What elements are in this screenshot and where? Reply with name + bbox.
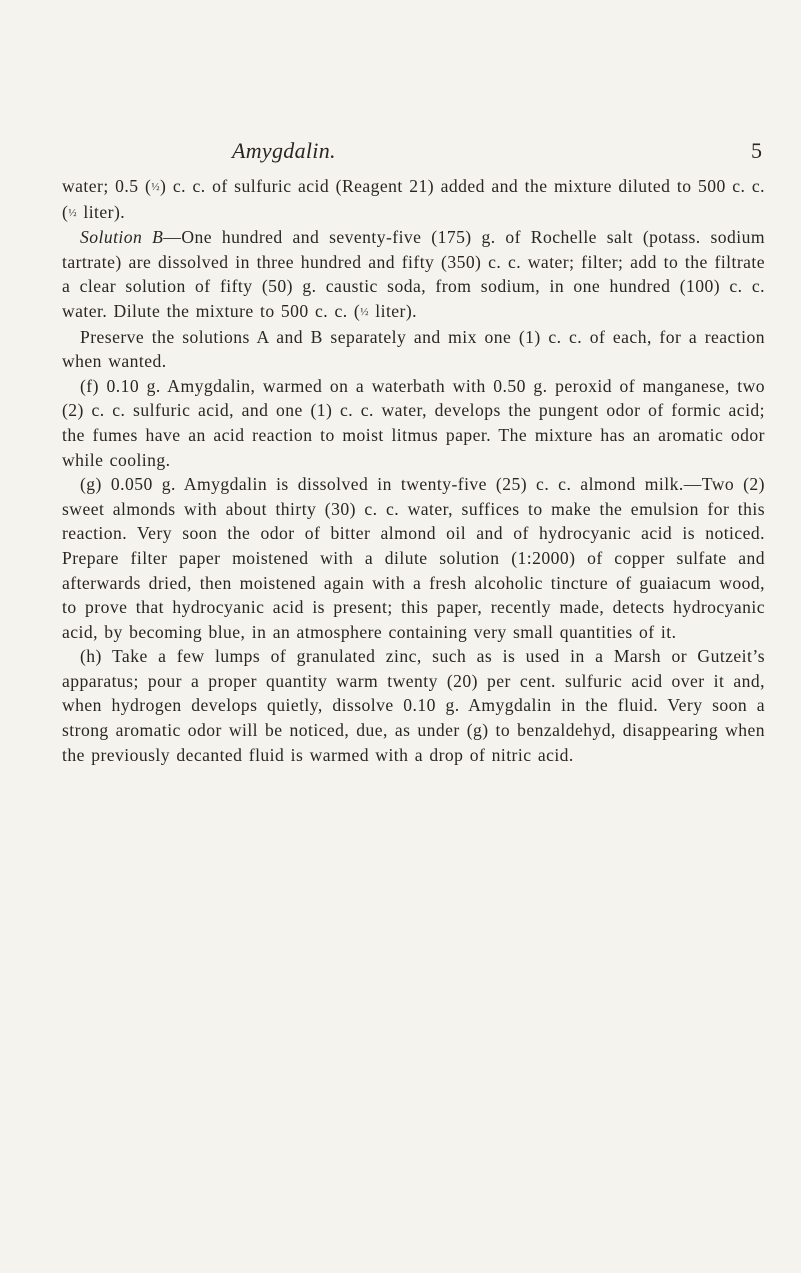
running-head xyxy=(62,138,762,168)
paragraph-solution-b xyxy=(62,225,765,324)
text-run: liter). xyxy=(77,201,126,222)
text-run: —One hundred and seventy-five (175) g. of Rochelle salt (potass. sodium tartrate) are dissolved in three hundred and fifty (350) c. c. water; filter; add to the filtrate a clear solution of fifty (50) g. caustic soda, from sodium, in one hundred (100) c. c. water. Dilute the mixture to 500 c. c. ( xyxy=(62,227,766,321)
paragraph-test-f: (f) 0.10 g. Amygdalin, warmed on a waterbath with 0.50 g. peroxid of manganese, two (2) c. c. sulfuric acid, and one (1) c. c. water, develops the pungent odor of formic acid; the fumes have an acid reaction to moist litmus paper. The mixture has an aromatic odor while cooling. xyxy=(62,375,765,470)
paragraph-reagent-a-continuation xyxy=(62,174,765,225)
fraction-half: ½ xyxy=(151,181,161,193)
paragraph-test-g: (g) 0.050 g. Amygdalin is dissolved in twenty-five (25) c. c. almond milk.—Two (2) sweet almonds with about thirty (30) c. c. water, suffices to make the emulsion for this reaction. Very soon the odor of bitter almond oil and of hydrocyanic acid is noticed. Prepare filter paper moistened with a dilute solution (1:2000) of copper sulfate and afterwards dried, then moistened again with a fresh alcoholic tincture of guaiacum wood, to prove that hydrocyanic acid is present; this paper, recently made, detects hydrocyanic acid, by becoming blue, in an atmosphere containing very small quantities of it. xyxy=(62,474,765,642)
paragraph-preserve-solutions: Preserve the solutions A and B separately and mix one (1) c. c. of each, for a reaction when wanted. xyxy=(62,326,765,372)
text-run: water; 0.5 ( xyxy=(62,176,152,196)
fraction-half: ½ xyxy=(68,206,78,219)
page-number: 5 xyxy=(751,138,762,163)
running-title: Amygdalin. xyxy=(232,138,336,163)
paragraph-test-h: (h) Take a few lumps of granulated zinc, such as is used in a Marsh or Gutzeit’s apparatus; pour a proper quantity warm twenty (20) per cent. sulfuric acid over it and, when hydrogen develops quietly, dissolve 0.10 g. Amygdalin in the fluid. Very soon a strong aromatic odor will be noticed, due, as under (g) to benzaldehyd, disappearing when the previously decanted fluid is warmed with a drop of nitric acid. xyxy=(62,646,765,765)
solution-b-label: Solution B xyxy=(80,227,164,248)
body-text xyxy=(62,174,765,767)
text-run: ) c. c. of sulfuric acid (Reagent 21) added and the mixture diluted to 500 c. c. ( xyxy=(62,176,765,222)
fraction-half: ½ xyxy=(360,305,369,318)
text-run: liter). xyxy=(368,300,418,321)
